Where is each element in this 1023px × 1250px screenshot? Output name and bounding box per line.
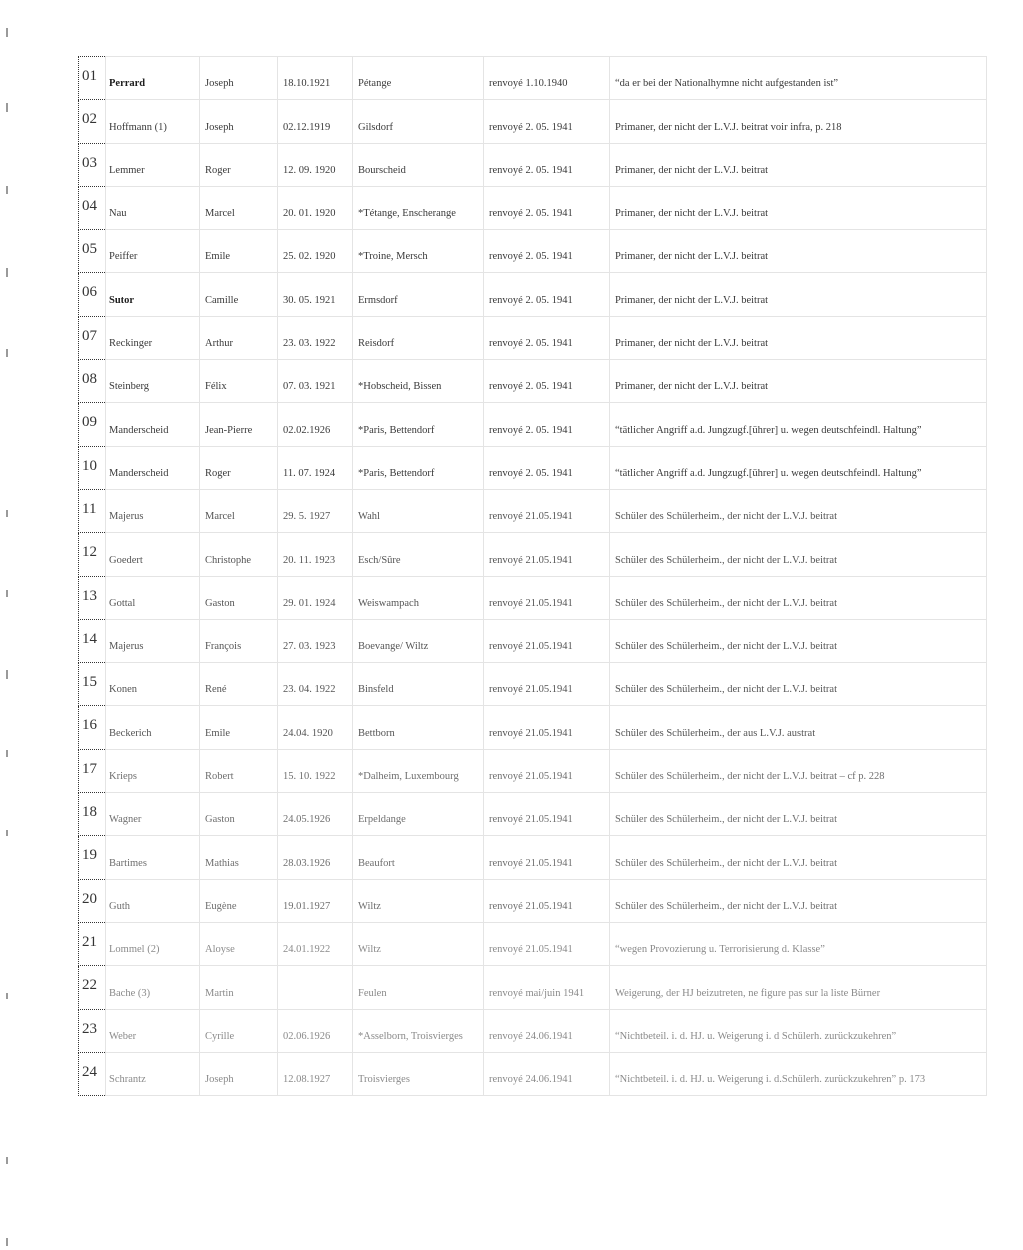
note-cell: Primaner, der nicht der L.V.J. beitrat [610,143,987,186]
status-cell: renvoyé 21.05.1941 [484,793,610,836]
note-cell: Schüler des Schülerheim., der nicht der L.V.J. beitrat [610,836,987,879]
surname-cell: Nau [106,186,200,229]
birthdate-cell: 11. 07. 1924 [278,446,353,489]
note-cell: Schüler des Schülerheim., der aus L.V.J. austrat [610,706,987,749]
birthplace-cell: Bettborn [353,706,484,749]
birthplace-cell: *Hobscheid, Bissen [353,360,484,403]
table-row [79,230,987,273]
table-row [79,100,987,143]
surname-cell: Manderscheid [106,446,200,489]
firstname-cell: Félix [200,360,278,403]
note-cell: Schüler des Schülerheim., der nicht der L.V.J. beitrat [610,619,987,662]
firstname-cell: Emile [200,230,278,273]
birthdate-cell [278,966,353,1009]
surname-cell: Beckerich [106,706,200,749]
birthplace-cell: *Paris, Bettendorf [353,446,484,489]
scan-edge-mark [6,28,8,37]
note-cell: Schüler des Schülerheim., der nicht der L.V.J. beitrat [610,489,987,532]
surname-cell: Konen [106,663,200,706]
surname-cell: Gottal [106,576,200,619]
firstname-cell: Emile [200,706,278,749]
scan-edge-mark [6,510,8,517]
row-number: 11 [79,489,106,532]
table-row [79,793,987,836]
birthplace-cell: *Asselborn, Troisvierges [353,1009,484,1052]
table-row [79,922,987,965]
birthdate-cell: 02.06.1926 [278,1009,353,1052]
birthplace-cell: Bourscheid [353,143,484,186]
row-number: 02 [79,100,106,143]
scan-edge-mark [6,349,8,357]
row-number: 18 [79,793,106,836]
surname-cell: Guth [106,879,200,922]
note-cell: “Nichtbeteil. i. d. HJ. u. Weigerung i. d.Schülerh. zurückzukehren” p. 173 [610,1052,987,1095]
note-cell: Primaner, der nicht der L.V.J. beitrat [610,360,987,403]
status-cell: renvoyé 21.05.1941 [484,836,610,879]
surname-cell: Steinberg [106,360,200,403]
firstname-cell: Joseph [200,1052,278,1095]
table-row [79,706,987,749]
table-row [79,273,987,316]
surname-cell: Weber [106,1009,200,1052]
surname-cell: Manderscheid [106,403,200,446]
row-number: 14 [79,619,106,662]
scan-edge-mark [6,993,8,999]
table-row [79,186,987,229]
birthplace-cell: Troisvierges [353,1052,484,1095]
status-cell: renvoyé 2. 05. 1941 [484,316,610,359]
row-number: 04 [79,186,106,229]
birthdate-cell: 24.04. 1920 [278,706,353,749]
firstname-cell: Arthur [200,316,278,359]
row-number: 07 [79,316,106,359]
table-row [79,360,987,403]
row-number: 19 [79,836,106,879]
birthdate-cell: 12. 09. 1920 [278,143,353,186]
birthplace-cell: Reisdorf [353,316,484,359]
birthdate-cell: 20. 01. 1920 [278,186,353,229]
birthdate-cell: 30. 05. 1921 [278,273,353,316]
firstname-cell: Camille [200,273,278,316]
firstname-cell: Mathias [200,836,278,879]
firstname-cell: Jean-Pierre [200,403,278,446]
birthplace-cell: *Dalheim, Luxembourg [353,749,484,792]
status-cell: renvoyé 2. 05. 1941 [484,230,610,273]
row-number: 16 [79,706,106,749]
status-cell: renvoyé 21.05.1941 [484,533,610,576]
birthdate-cell: 24.05.1926 [278,793,353,836]
birthplace-cell: Beaufort [353,836,484,879]
surname-cell: Reckinger [106,316,200,359]
note-cell: Primaner, der nicht der L.V.J. beitrat [610,273,987,316]
status-cell: renvoyé 24.06.1941 [484,1052,610,1095]
note-cell: “tätlicher Angriff a.d. Jungzugf.[ührer] u. wegen deutschfeindl. Haltung” [610,446,987,489]
birthdate-cell: 23. 04. 1922 [278,663,353,706]
table-row [79,1009,987,1052]
note-cell: “tätlicher Angriff a.d. Jungzugf.[ührer] u. wegen deutschfeindl. Haltung” [610,403,987,446]
scan-edge-mark [6,103,8,112]
status-cell: renvoyé 21.05.1941 [484,619,610,662]
surname-cell: Wagner [106,793,200,836]
status-cell: renvoyé 2. 05. 1941 [484,186,610,229]
status-cell: renvoyé 2. 05. 1941 [484,403,610,446]
status-cell: renvoyé 21.05.1941 [484,489,610,532]
birthplace-cell: Boevange/ Wiltz [353,619,484,662]
table-row [79,836,987,879]
row-number: 15 [79,663,106,706]
note-cell: “Nichtbeteil. i. d. HJ. u. Weigerung i. d Schülerh. zurückzukehren” [610,1009,987,1052]
note-cell: “wegen Provozierung u. Terrorisierung d. Klasse” [610,922,987,965]
row-number: 09 [79,403,106,446]
table-row [79,143,987,186]
status-cell: renvoyé 21.05.1941 [484,922,610,965]
row-number: 13 [79,576,106,619]
table-row [79,403,987,446]
note-cell: Schüler des Schülerheim., der nicht der L.V.J. beitrat [610,533,987,576]
birthplace-cell: Wiltz [353,879,484,922]
table-body [79,57,987,1096]
birthplace-cell: Binsfeld [353,663,484,706]
surname-cell: Majerus [106,619,200,662]
birthplace-cell: *Tétange, Enscherange [353,186,484,229]
surname-cell: Lommel (2) [106,922,200,965]
note-cell: Schüler des Schülerheim., der nicht der L.V.J. beitrat [610,576,987,619]
scan-edge-mark [6,1238,8,1246]
birthplace-cell: Pétange [353,57,484,100]
firstname-cell: Marcel [200,489,278,532]
firstname-cell: Aloyse [200,922,278,965]
row-number: 05 [79,230,106,273]
row-number: 10 [79,446,106,489]
note-cell: Primaner, der nicht der L.V.J. beitrat [610,316,987,359]
birthplace-cell: *Paris, Bettendorf [353,403,484,446]
birthdate-cell: 07. 03. 1921 [278,360,353,403]
birthdate-cell: 27. 03. 1923 [278,619,353,662]
note-cell: “da er bei der Nationalhymne nicht aufgestanden ist” [610,57,987,100]
status-cell: renvoyé mai/juin 1941 [484,966,610,1009]
scan-edge-mark [6,590,8,597]
birthplace-cell: Wiltz [353,922,484,965]
birthdate-cell: 20. 11. 1923 [278,533,353,576]
status-cell: renvoyé 21.05.1941 [484,706,610,749]
surname-cell: Bartimes [106,836,200,879]
table-row [79,576,987,619]
surname-cell: Schrantz [106,1052,200,1095]
surname-cell: Sutor [106,273,200,316]
birthdate-cell: 23. 03. 1922 [278,316,353,359]
scan-edge-mark [6,268,8,277]
row-number: 06 [79,273,106,316]
status-cell: renvoyé 2. 05. 1941 [484,273,610,316]
birthdate-cell: 24.01.1922 [278,922,353,965]
firstname-cell: Robert [200,749,278,792]
row-number: 22 [79,966,106,1009]
status-cell: renvoyé 1.10.1940 [484,57,610,100]
table-row [79,1052,987,1095]
birthplace-cell: Weiswampach [353,576,484,619]
birthdate-cell: 18.10.1921 [278,57,353,100]
scan-edge-mark [6,1157,8,1164]
surname-cell: Krieps [106,749,200,792]
birthdate-cell: 02.02.1926 [278,403,353,446]
note-cell: Schüler des Schülerheim., der nicht der L.V.J. beitrat [610,793,987,836]
status-cell: renvoyé 21.05.1941 [484,576,610,619]
surname-cell: Peiffer [106,230,200,273]
expulsion-register [78,56,986,1096]
birthdate-cell: 19.01.1927 [278,879,353,922]
firstname-cell: Marcel [200,186,278,229]
table-row [79,966,987,1009]
student-table [78,56,987,1096]
table-row [79,446,987,489]
status-cell: renvoyé 2. 05. 1941 [484,143,610,186]
status-cell: renvoyé 21.05.1941 [484,749,610,792]
scan-edge-mark [6,670,8,679]
row-number: 08 [79,360,106,403]
firstname-cell: François [200,619,278,662]
note-cell: Primaner, der nicht der L.V.J. beitrat [610,186,987,229]
scan-edge-mark [6,830,8,836]
birthdate-cell: 15. 10. 1922 [278,749,353,792]
table-row [79,663,987,706]
surname-cell: Bache (3) [106,966,200,1009]
firstname-cell: Cyrille [200,1009,278,1052]
surname-cell: Hoffmann (1) [106,100,200,143]
surname-cell: Perrard [106,57,200,100]
row-number: 03 [79,143,106,186]
row-number: 12 [79,533,106,576]
birthplace-cell: Erpeldange [353,793,484,836]
firstname-cell: Roger [200,446,278,489]
table-row [79,619,987,662]
scan-edge-mark [6,750,8,757]
status-cell: renvoyé 2. 05. 1941 [484,360,610,403]
note-cell: Weigerung, der HJ beizutreten, ne figure pas sur la liste Bürner [610,966,987,1009]
row-number: 20 [79,879,106,922]
firstname-cell: Roger [200,143,278,186]
firstname-cell: Martin [200,966,278,1009]
birthdate-cell: 02.12.1919 [278,100,353,143]
table-row [79,749,987,792]
row-number: 21 [79,922,106,965]
firstname-cell: Christophe [200,533,278,576]
row-number: 23 [79,1009,106,1052]
status-cell: renvoyé 2. 05. 1941 [484,100,610,143]
note-cell: Primaner, der nicht der L.V.J. beitrat [610,230,987,273]
birthplace-cell: Wahl [353,489,484,532]
status-cell: renvoyé 21.05.1941 [484,663,610,706]
birthdate-cell: 12.08.1927 [278,1052,353,1095]
firstname-cell: Gaston [200,576,278,619]
note-cell: Schüler des Schülerheim., der nicht der L.V.J. beitrat [610,879,987,922]
row-number: 24 [79,1052,106,1095]
birthdate-cell: 29. 5. 1927 [278,489,353,532]
status-cell: renvoyé 2. 05. 1941 [484,446,610,489]
surname-cell: Lemmer [106,143,200,186]
status-cell: renvoyé 21.05.1941 [484,879,610,922]
firstname-cell: Joseph [200,100,278,143]
birthplace-cell: Esch/Sûre [353,533,484,576]
note-cell: Schüler des Schülerheim., der nicht der L.V.J. beitrat – cf p. 228 [610,749,987,792]
birthplace-cell: Feulen [353,966,484,1009]
birthplace-cell: Gilsdorf [353,100,484,143]
note-cell: Primaner, der nicht der L.V.J. beitrat voir infra, p. 218 [610,100,987,143]
firstname-cell: Gaston [200,793,278,836]
firstname-cell: Joseph [200,57,278,100]
table-row [79,57,987,100]
status-cell: renvoyé 24.06.1941 [484,1009,610,1052]
table-row [79,316,987,359]
birthplace-cell: *Troine, Mersch [353,230,484,273]
surname-cell: Majerus [106,489,200,532]
row-number: 17 [79,749,106,792]
table-row [79,533,987,576]
birthdate-cell: 25. 02. 1920 [278,230,353,273]
table-row [79,879,987,922]
row-number: 01 [79,57,106,100]
note-cell: Schüler des Schülerheim., der nicht der L.V.J. beitrat [610,663,987,706]
firstname-cell: Eugène [200,879,278,922]
firstname-cell: René [200,663,278,706]
surname-cell: Goedert [106,533,200,576]
birthdate-cell: 29. 01. 1924 [278,576,353,619]
table-row [79,489,987,532]
scan-edge-mark [6,186,8,194]
birthdate-cell: 28.03.1926 [278,836,353,879]
birthplace-cell: Ermsdorf [353,273,484,316]
